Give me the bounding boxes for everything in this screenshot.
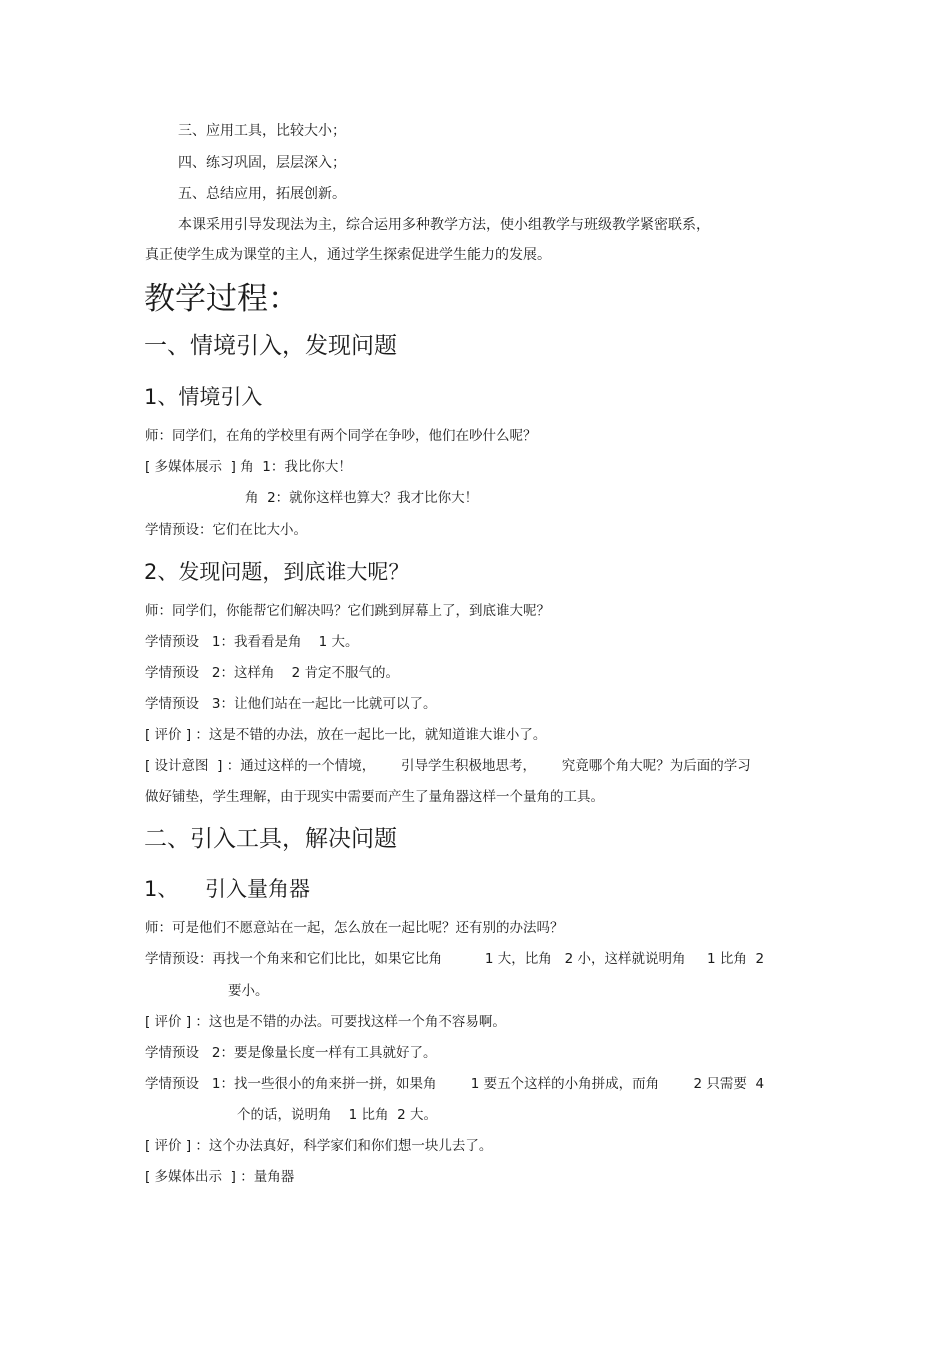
teacher-line: 师：同学们，在角的学校里有两个同学在争吵，他们在吵什么呢？ [145, 428, 537, 444]
step-4-line: 四、练习巩固，层层深入； [178, 155, 346, 171]
teacher-line: 师：同学们，你能帮它们解决吗？它们跳到屏幕上了，到底谁大呢？ [145, 603, 550, 619]
step-5-line: 五、总结应用，拓展创新。 [178, 186, 346, 202]
method-paragraph-line-1: 本课采用引导发现法为主，综合运用多种教学方法，使小组教学与班级教学紧密联系， [178, 217, 710, 233]
design-intent-line-2: 做好铺垫，学生理解，由于现实中需要而产生了量角器这样一个量角的工具。 [145, 789, 604, 805]
evaluation-line: [ 评价 ] ：这是不错的办法，放在一起比一比，就知道谁大谁小了。 [145, 727, 547, 743]
teacher-line: 师：可是他们不愿意站在一起，怎么放在一起比呢？还有别的办法吗？ [145, 920, 564, 936]
process-title: 教学过程： [144, 281, 299, 317]
student-preview-line: 学情预设 1：我看看是角 1 大。 [145, 634, 359, 650]
student-preview-line-1: 学情预设 1：找一些很小的角来拼一拼，如果角 1 要五个这样的小角拼成，而角 2 只需要 4 [145, 1076, 765, 1092]
student-preview-line-2: 个的话，说明角 1 比角 2 大。 [237, 1107, 438, 1123]
part-1-heading: 一、情境引入，发现问题 [144, 333, 397, 359]
section-2-1-heading: 1、 引入量角器 [144, 877, 311, 901]
step-3-line: 三、应用工具，比较大小； [178, 123, 346, 139]
student-preview-line-2: 要小。 [228, 983, 269, 999]
student-preview-line: 学情预设 2：要是像量长度一样有工具就好了。 [145, 1045, 437, 1061]
design-intent-line-1: [ 设计意图 ] ：通过这样的一个情境， 引导学生积极地思考， 究竟哪个角大呢？为后面的学习 [145, 758, 751, 774]
evaluation-line: [ 评价 ] ：这也是不错的办法。可要找这样一个角不容易啊。 [145, 1014, 506, 1030]
media-display-line-2: 角 2：就你这样也算大？我才比你大！ [245, 490, 479, 506]
student-preview-line-1: 学情预设：再找一个角来和它们比比，如果它比角 1 大，比角 2 小，这样就说明角 1 比角 2 [145, 951, 765, 967]
student-preview-line: 学情预设：它们在比大小。 [145, 522, 307, 538]
media-display-line: [ 多媒体出示 ] ：量角器 [145, 1169, 295, 1185]
method-paragraph-line-2: 真正使学生成为课堂的主人，通过学生探索促进学生能力的发展。 [145, 247, 551, 263]
section-1-2-heading: 2、发现问题，到底谁大呢？ [144, 560, 410, 584]
part-2-heading: 二、引入工具，解决问题 [144, 826, 397, 852]
evaluation-line: [ 评价 ] ：这个办法真好，科学家们和你们想一块儿去了。 [145, 1138, 493, 1154]
student-preview-line: 学情预设 3：让他们站在一起比一比就可以了。 [145, 696, 437, 712]
media-display-line-1: [ 多媒体展示 ] 角 1：我比你大！ [145, 459, 352, 475]
student-preview-line: 学情预设 2：这样角 2 肯定不服气的。 [145, 665, 400, 681]
section-1-1-heading: 1、情境引入 [144, 385, 263, 409]
